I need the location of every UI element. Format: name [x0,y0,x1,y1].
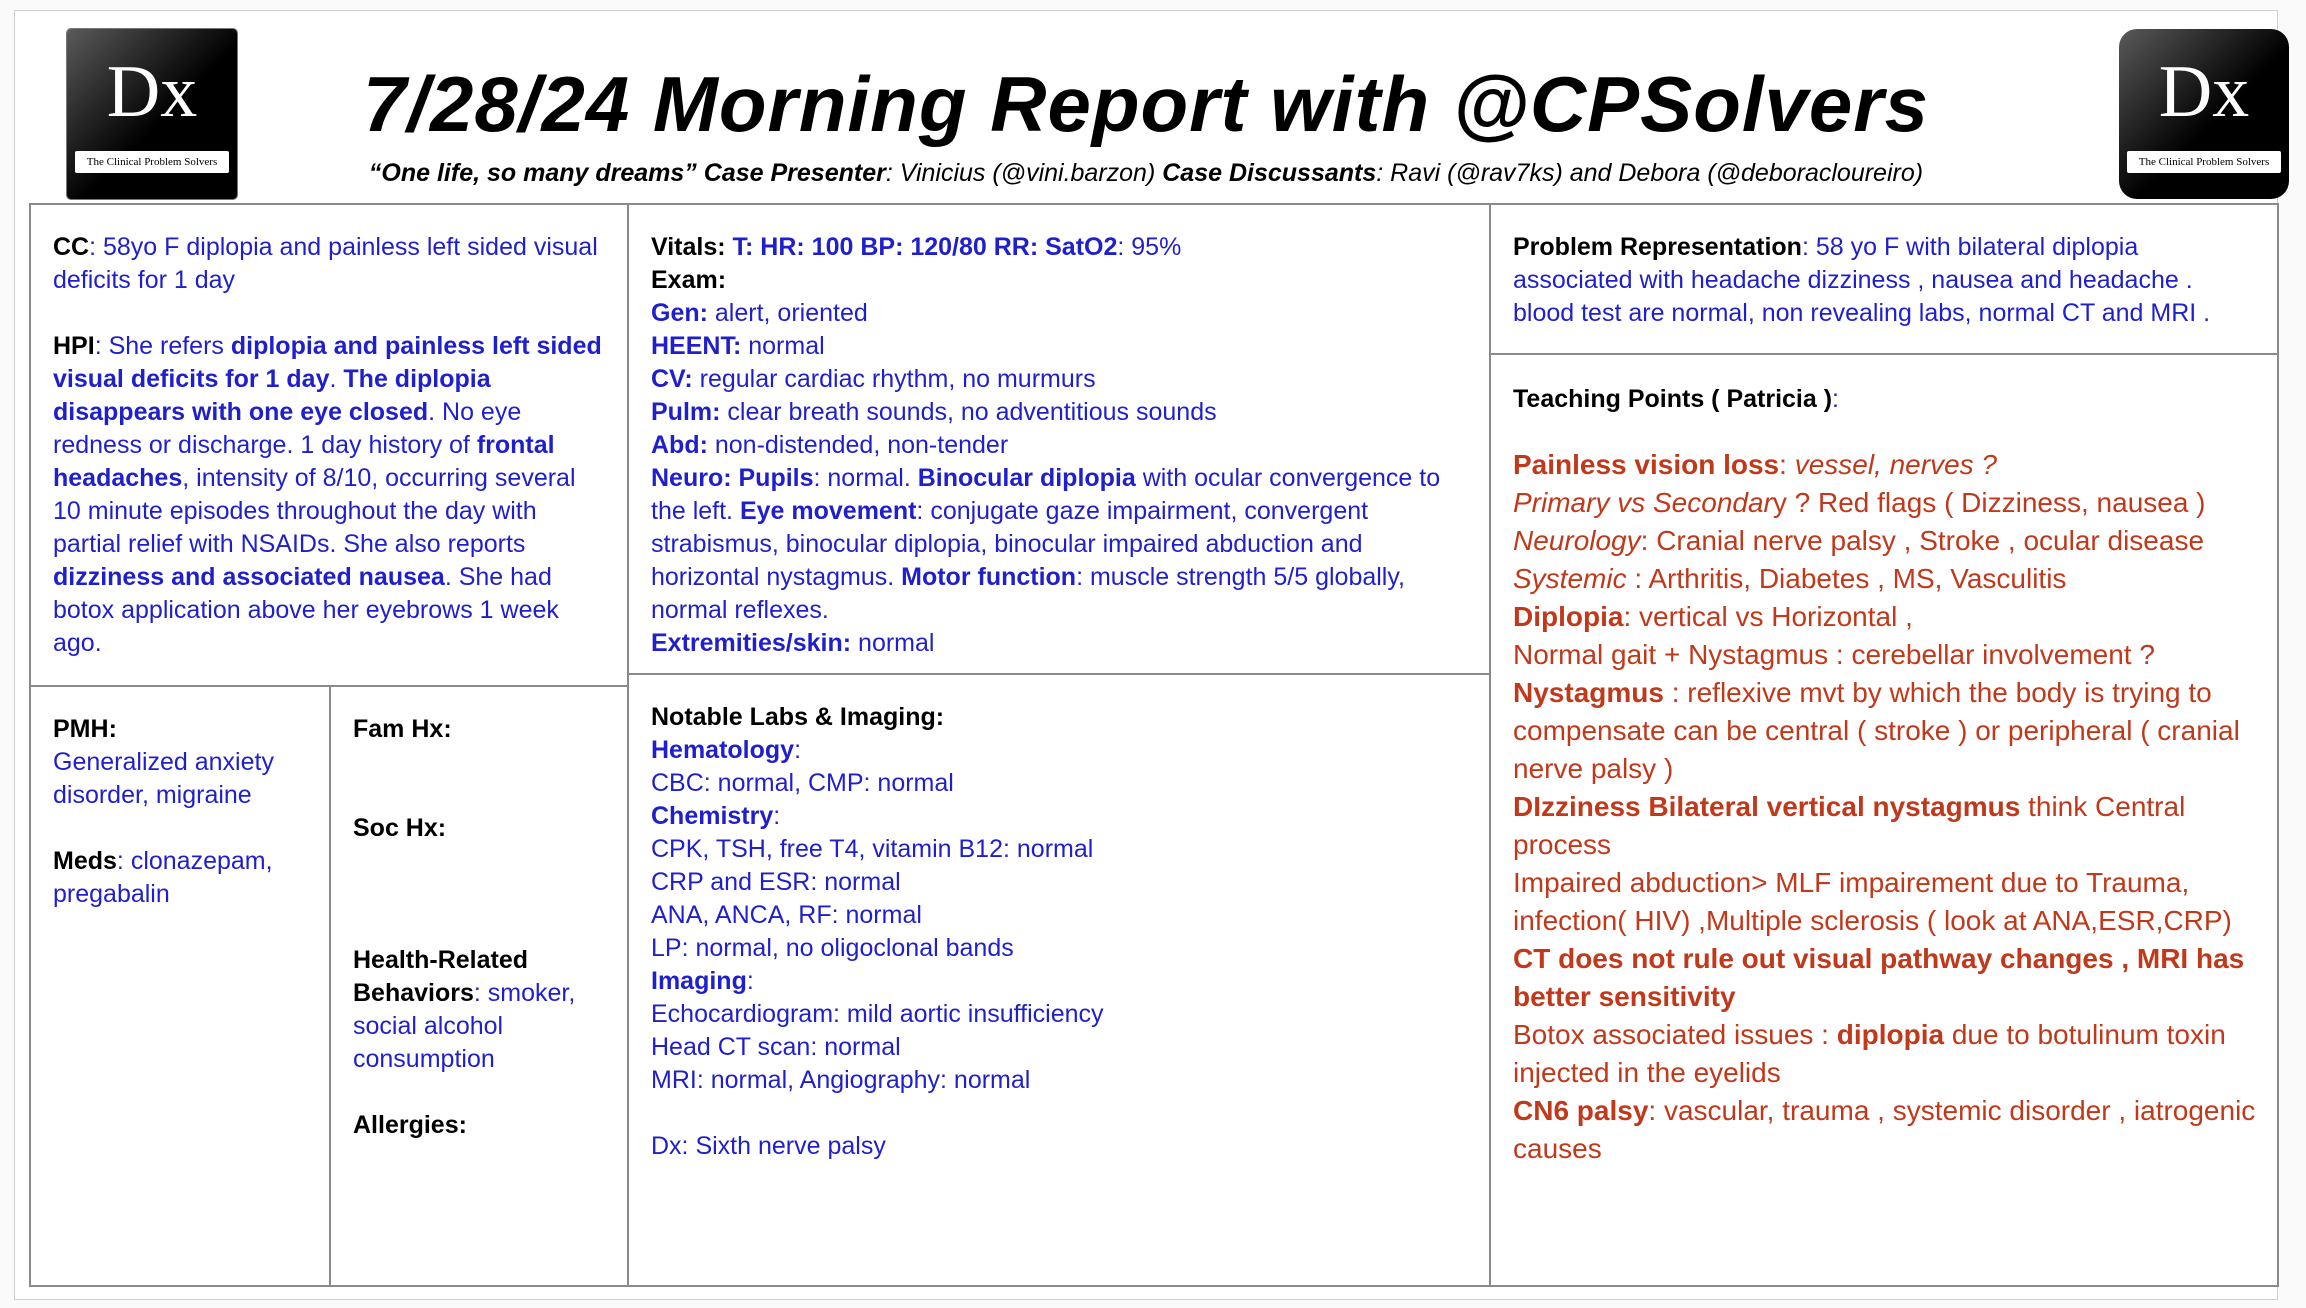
chem-row: CRP and ESR: normal [651,868,901,896]
fam-hx: Fam Hx: [353,715,452,743]
cc-hpi-box [29,203,629,687]
cc: CC: 58yo F diplopia and painless left sided visual deficits for 1 day [53,233,598,294]
exam-heent: HEENT: normal [651,332,825,360]
pmh: PMH: [53,715,117,743]
logo-mark: Dx [2158,51,2250,133]
exam-abd: Abd: non-distended, non-tender [651,431,1009,459]
hpi: HPI: She refers diplopia and painless left sided visual deficits for 1 day. The diplopia disappears with one eye closed. No eye redness or discharge. 1 day history of frontal headaches, intensity of 8/10, occurring several 10 minute episodes throughout the day with partial relief with NSAIDs. She also reports dizziness and associated nausea. She had botox application above her eyebrows 1 week ago. [53,332,602,657]
chem-row: CPK, TSH, free T4, vitamin B12: normal [651,835,1094,863]
logo-caption: The Clinical Problem Solvers [75,151,229,173]
teaching-point: Painless vision loss: vessel, nerves ? [1513,449,1998,480]
exam-pulm: Pulm: clear breath sounds, no adventitious sounds [651,398,1217,426]
pmh-box [29,685,331,1287]
teaching-point: Neurology: Cranial nerve palsy , Stroke , ocular disease [1513,525,2205,556]
teaching-point: CN6 palsy: vascular, trauma , systemic disorder , iatrogenic causes [1513,1095,2256,1164]
case-title: “One life, so many dreams” [368,159,697,187]
imaging-row: MRI: normal, Angiography: normal [651,1066,1031,1094]
teaching-points [1513,446,2257,1168]
diagnosis: Dx: Sixth nerve palsy [651,1132,886,1160]
vitals: Vitals: T: HR: 100 BP: 120/80 RR: SatO2: 95% [651,233,1182,261]
exam-neuro: Neuro: Pupils: normal. Binocular diplopia with ocular convergence to the left. Eye movement: conjugate gaze impairment, convergent strabismus, binocular diplopia, binocular impaired abduction and horizontal nystagmus. Motor function: muscle strength 5/5 globally, normal reflexes. [651,464,1441,624]
imaging-label: Imaging: [651,967,754,995]
teaching-label: Teaching Points ( Patricia ): [1513,385,1839,413]
logo-caption: The Clinical Problem Solvers [2127,151,2281,173]
imaging-row: Head CT scan: normal [651,1033,901,1061]
meds: Meds: clonazepam, pregabalin [53,847,273,908]
labs-box [627,673,1491,1287]
chem-row: LP: normal, no oligoclonal bands [651,934,1014,962]
allergies: Allergies: [353,1111,467,1139]
teaching-point: Systemic : Arthritis, Diabetes , MS, Vasculitis [1513,563,2067,594]
health-behaviors: Health-Related Behaviors: smoker, social alcohol consumption [353,946,576,1073]
slide [14,10,2278,1300]
page-title: 7/28/24 Morning Report with @CPSolvers [362,60,1930,148]
presenter-label: Case Presenter [703,159,886,187]
discussants: : Ravi (@rav7ks) and Debora (@deboracloureiro) [1376,159,1924,187]
soc-hx: Soc Hx: [353,814,447,842]
exam-gen: Gen: alert, oriented [651,299,868,327]
social-box [329,685,629,1287]
exam-label: Exam: [651,266,727,294]
chem-row: ANA, ANCA, RF: normal [651,901,922,929]
hematology-value: CBC: normal, CMP: normal [651,769,954,797]
teaching-point: DIzziness Bilateral vertical nystagmus think Central process [1513,791,2186,860]
exam-extremities: Extremities/skin: normal [651,629,935,657]
teaching-point: Impaired abduction> MLF impairement due to Trauma, infection( HIV) ,Multiple sclerosis ( look at ANA,ESR,CRP) [1513,867,2232,936]
chemistry-label: Chemistry: [651,802,781,830]
imaging-row: Echocardiogram: mild aortic insufficiency [651,1000,1104,1028]
case-subtitle [15,159,2277,188]
discussants-label: Case Discussants [1162,159,1377,187]
teaching-point: Diplopia: vertical vs Horizontal , [1513,601,1913,632]
exam-cv: CV: regular cardiac rhythm, no murmurs [651,365,1096,393]
pmh-value: Generalized anxiety disorder, migraine [53,748,274,809]
hematology-label: Hematology: [651,736,802,764]
teaching-point: Normal gait + Nystagmus : cerebellar involvement ? [1513,639,2155,670]
problem-representation: Problem Representation: 58 yo F with bilateral diplopia associated with headache dizziness , nausea and headache . blood test are normal, non revealing labs, normal CT and MRI . [1513,233,2211,327]
presenter: : Vinicius (@vini.barzon) [885,159,1156,187]
teaching-point: Nystagmus : reflexive mvt by which the body is trying to compensate can be central ( stroke ) or peripheral ( cranial nerve palsy ) [1513,677,2240,784]
teaching-point: CT does not rule out visual pathway changes , MRI has better sensitivity [1513,943,2245,1012]
logo-mark: Dx [106,51,198,133]
teaching-box [1489,353,2279,1287]
teaching-point: Botox associated issues : diplopia due to botulinum toxin injected in the eyelids [1513,1019,2226,1088]
exam-box [627,203,1491,675]
problem-box [1489,203,2279,355]
teaching-point: Primary vs Secondary ? Red flags ( Dizziness, nausea ) [1513,487,2206,518]
labs-label: Notable Labs & Imaging: [651,703,945,731]
